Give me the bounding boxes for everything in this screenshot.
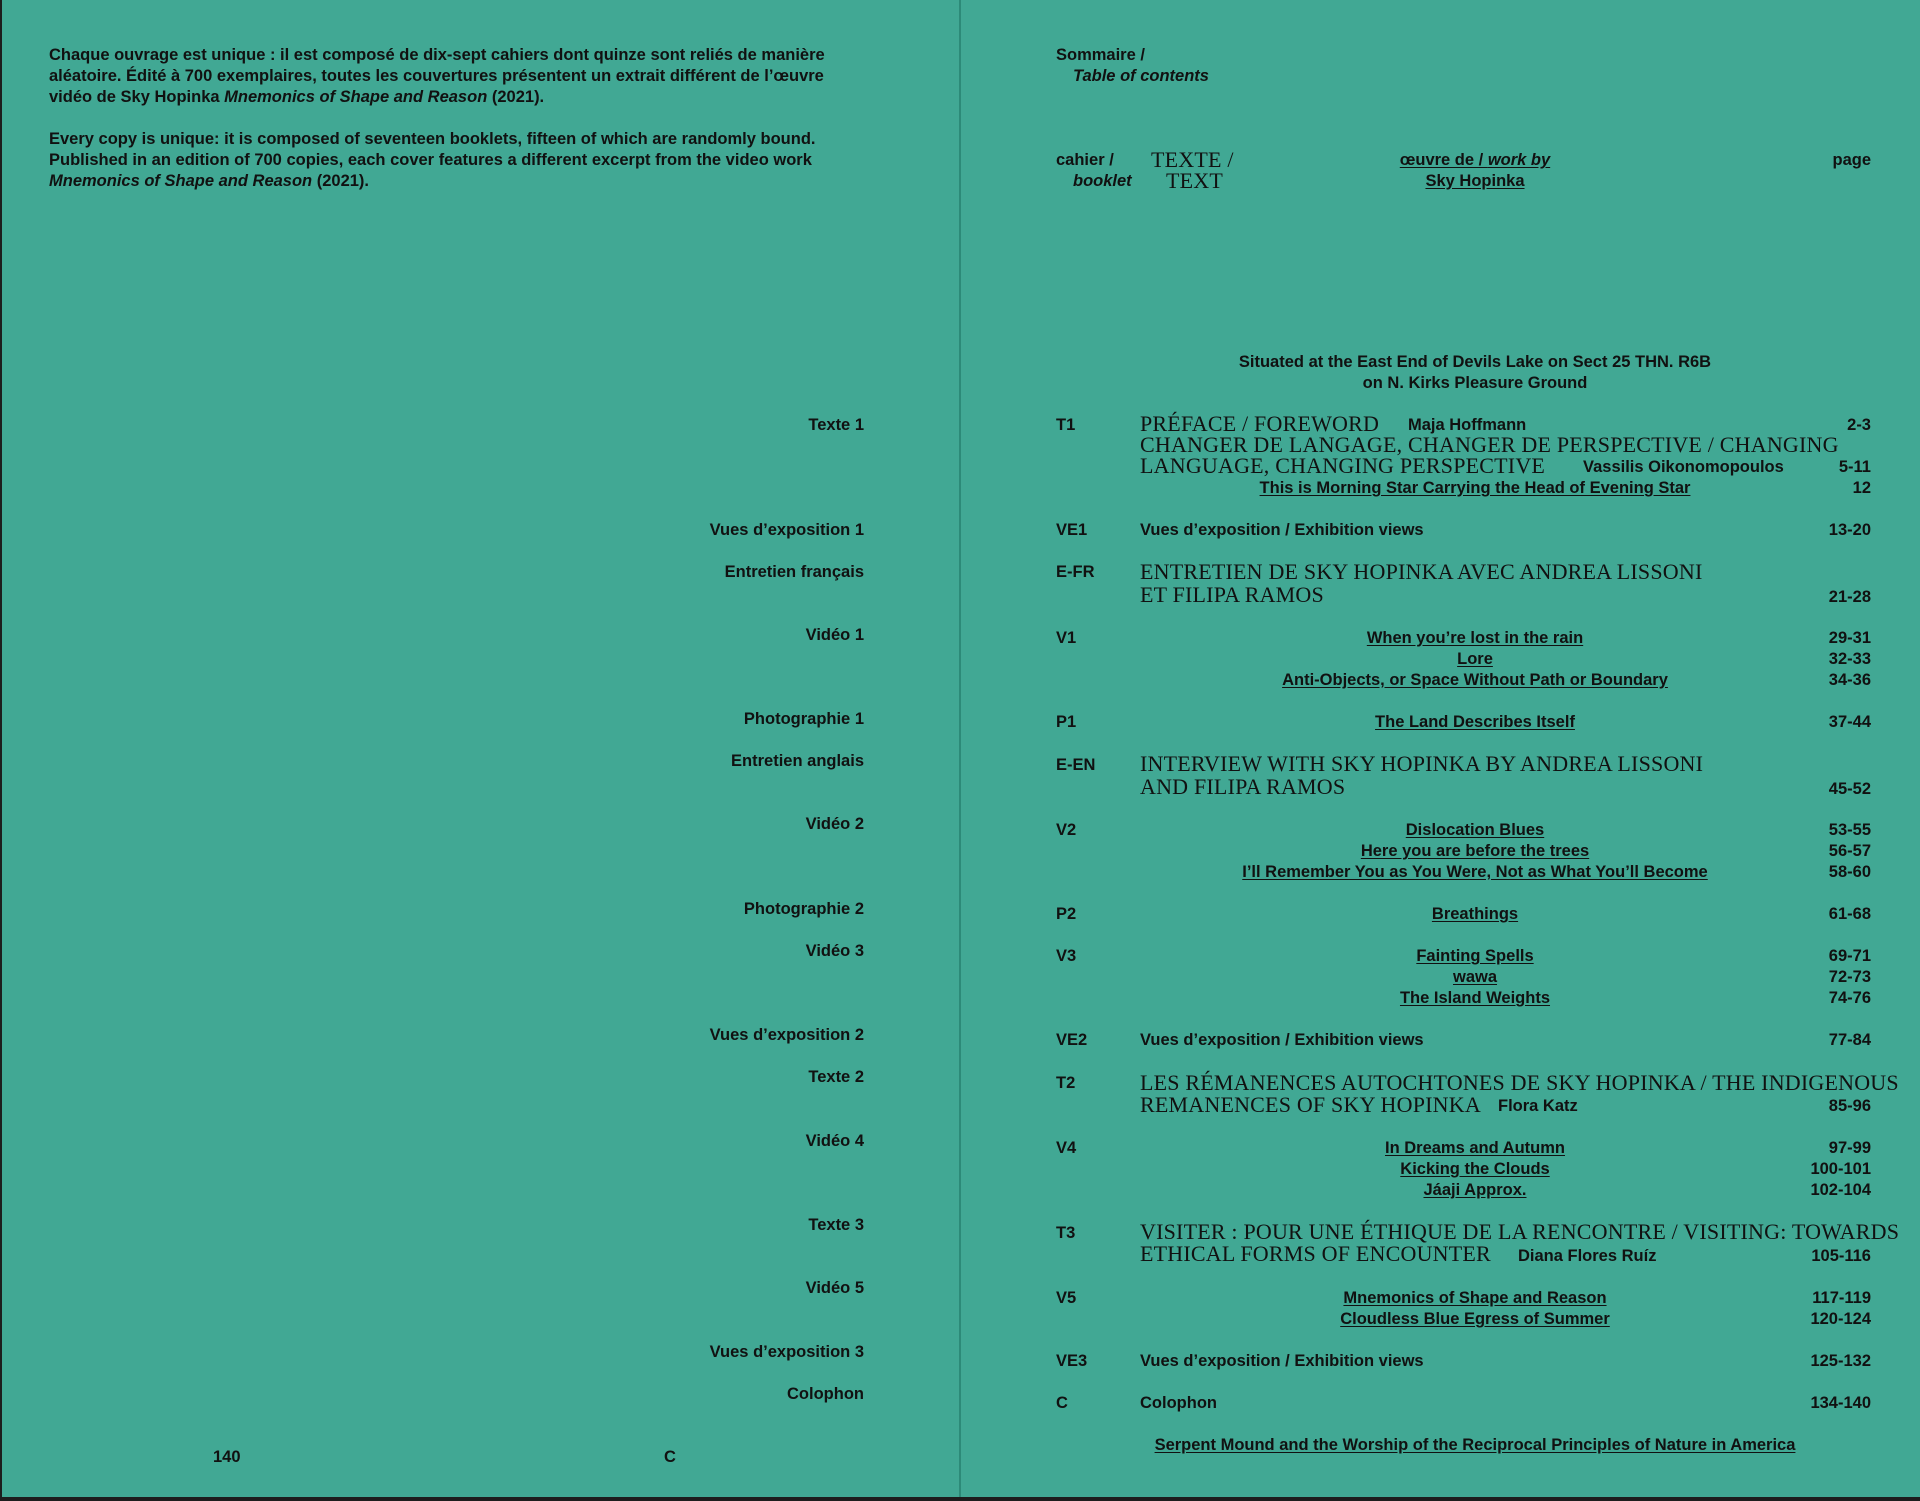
- left-label: Entretien anglais: [731, 752, 864, 770]
- entry-label: Vues d’exposition / Exhibition views: [1140, 521, 1424, 539]
- left-label: Photographie 2: [743, 900, 864, 918]
- entry-code: V5: [1056, 1289, 1077, 1307]
- page-edge-bottom: [0, 1497, 1920, 1501]
- page-range: 120-124: [1810, 1310, 1871, 1328]
- intro-text: [49, 45, 899, 213]
- intro-en-work-title: Mnemonics of Shape and Reason: [49, 172, 313, 190]
- page-range: 61-68: [1828, 905, 1871, 923]
- col-header-artist: Sky Hopinka: [1425, 172, 1525, 190]
- work-title: In Dreams and Autumn: [1385, 1139, 1565, 1157]
- page-edge-left: [0, 0, 2, 1501]
- text-title: CHANGER DE LANGAGE, CHANGER DE PERSPECTIVE / CHANGING: [1140, 432, 1839, 457]
- page-range: 13-20: [1828, 521, 1871, 539]
- page-range: 100-101: [1810, 1160, 1871, 1178]
- page-range: 72-73: [1828, 968, 1871, 986]
- work-title: Anti-Objects, or Space Without Path or Boundary: [1282, 671, 1668, 689]
- text-title: REMANENCES OF SKY HOPINKA: [1140, 1092, 1481, 1117]
- page-range: 134-140: [1810, 1394, 1871, 1412]
- toc-title-french: Sommaire /: [1056, 46, 1145, 64]
- intro-fr-line-3: vidéo de Sky Hopinka: [49, 88, 225, 106]
- left-label: Vues d’exposition 3: [709, 1343, 864, 1361]
- intro-en-year: (2021).: [312, 172, 370, 190]
- work-title: This is Morning Star Carrying the Head of Evening Star: [1259, 479, 1691, 497]
- text-title: ET FILIPA RAMOS: [1140, 582, 1324, 607]
- entry-code: P1: [1056, 713, 1077, 731]
- page-range: 2-3: [1847, 416, 1871, 434]
- col-header-texte-fr: TEXTE /: [1151, 147, 1234, 172]
- entry-code: E-EN: [1056, 756, 1096, 774]
- left-label: Vidéo 3: [805, 942, 864, 960]
- page-range: 102-104: [1810, 1181, 1871, 1199]
- left-label: Vidéo 4: [805, 1132, 864, 1150]
- intro-fr-line-2: aléatoire. Édité à 700 exemplaires, toutes les couvertures présentent un extrait différent de l’œuvre: [49, 67, 824, 85]
- left-label: Vidéo 5: [805, 1279, 864, 1297]
- text-title: PRÉFACE / FOREWORD: [1140, 411, 1380, 436]
- page-range: 12: [1852, 479, 1871, 497]
- entry-code: VE1: [1056, 521, 1088, 539]
- intro-english: [49, 129, 899, 192]
- left-label: Photographie 1: [743, 710, 864, 728]
- left-label: Colophon: [787, 1385, 864, 1403]
- entry-code: VE2: [1056, 1031, 1088, 1049]
- intro-fr-work-title: Mnemonics of Shape and Reason: [224, 88, 488, 106]
- col-header-oeuvre-fr: œuvre de /: [1399, 151, 1488, 169]
- page-range: 21-28: [1828, 588, 1871, 606]
- entry-code: V2: [1056, 821, 1077, 839]
- left-label: Vidéo 1: [805, 626, 864, 644]
- work-title: Fainting Spells: [1416, 947, 1534, 965]
- work-title: The Land Describes Itself: [1375, 713, 1575, 731]
- toc-title-english: Table of contents: [1073, 67, 1209, 85]
- work-title: Lore: [1457, 650, 1493, 668]
- left-label: Vues d’exposition 1: [709, 521, 864, 539]
- entry-code: V1: [1056, 629, 1077, 647]
- entry-code: V3: [1056, 947, 1077, 965]
- text-author: Vassilis Oikonomopoulos: [1583, 458, 1784, 476]
- page-range: 45-52: [1828, 780, 1871, 798]
- col-header-cahier: [1056, 150, 1132, 192]
- page-range: 58-60: [1828, 863, 1871, 881]
- left-label: Texte 2: [808, 1068, 864, 1086]
- entry-code: V4: [1056, 1139, 1077, 1157]
- work-title: The Island Weights: [1399, 989, 1551, 1007]
- intro-fr-line-1: Chaque ouvrage est unique : il est composé de dix-sept cahiers dont quinze sont reliés de manière: [49, 46, 825, 64]
- text-title: LANGUAGE, CHANGING PERSPECTIVE: [1140, 453, 1546, 478]
- text-author: Diana Flores Ruíz: [1518, 1247, 1657, 1265]
- work-title: wawa: [1452, 968, 1498, 986]
- page-range: 117-119: [1812, 1289, 1871, 1307]
- col-header-work-en: work by: [1487, 151, 1551, 169]
- entry-code: VE3: [1056, 1352, 1088, 1370]
- page-range: 37-44: [1828, 713, 1871, 731]
- left-label: Vues d’exposition 2: [709, 1026, 864, 1044]
- page-range: 77-84: [1828, 1031, 1871, 1049]
- opening-work-line-1: Situated at the East End of Devils Lake on Sect 25 THN. R6B: [1238, 353, 1712, 371]
- page-range: 29-31: [1828, 629, 1871, 647]
- page-range: 74-76: [1828, 989, 1871, 1007]
- work-title: Mnemonics of Shape and Reason: [1343, 1289, 1607, 1307]
- entry-label: Colophon: [1140, 1394, 1217, 1412]
- text-author: Maja Hoffmann: [1408, 416, 1527, 434]
- entry-code: T3: [1056, 1224, 1076, 1242]
- page-range: 105-116: [1811, 1247, 1871, 1265]
- work-title: Kicking the Clouds: [1400, 1160, 1550, 1178]
- gutter-fold: [959, 0, 961, 1501]
- text-title: INTERVIEW WITH SKY HOPINKA BY ANDREA LISSONI: [1140, 751, 1704, 776]
- page-range: 56-57: [1828, 842, 1871, 860]
- left-label: Texte 1: [808, 416, 864, 434]
- left-label: Vidéo 2: [805, 815, 864, 833]
- col-header-booklet-en: booklet: [1073, 172, 1132, 190]
- page-range: 34-36: [1828, 671, 1871, 689]
- opening-work-line-2: on N. Kirks Pleasure Ground: [1362, 374, 1588, 392]
- toc-heading: [1056, 45, 1209, 87]
- text-title: AND FILIPA RAMOS: [1140, 774, 1346, 799]
- text-title: LES RÉMANENCES AUTOCHTONES DE SKY HOPINKA / THE INDIGENOUS: [1140, 1070, 1899, 1095]
- work-title: When you’re lost in the rain: [1366, 629, 1584, 647]
- intro-french: [49, 45, 899, 108]
- entry-code: C: [1056, 1394, 1068, 1412]
- work-title: Here you are before the trees: [1360, 842, 1590, 860]
- entry-label: Vues d’exposition / Exhibition views: [1140, 1031, 1424, 1049]
- left-label: Entretien français: [724, 563, 864, 581]
- text-author: Flora Katz: [1498, 1097, 1578, 1115]
- left-label: Texte 3: [808, 1216, 864, 1234]
- page-number: 140: [213, 1448, 241, 1466]
- intro-fr-year: (2021).: [487, 88, 545, 106]
- page-range: 69-71: [1828, 947, 1871, 965]
- closing-work: Serpent Mound and the Worship of the Reciprocal Principles of Nature in America: [1154, 1436, 1796, 1454]
- section-marker: C: [664, 1448, 676, 1466]
- work-title: Cloudless Blue Egress of Summer: [1340, 1310, 1610, 1328]
- intro-en-line-1: Every copy is unique: it is composed of seventeen booklets, fifteen of which are randomly bound.: [49, 130, 816, 148]
- col-header-page: page: [1832, 151, 1871, 169]
- work-title: Breathings: [1431, 905, 1519, 923]
- page-range: 97-99: [1828, 1139, 1871, 1157]
- work-title: Jáaji Approx.: [1423, 1181, 1527, 1199]
- page-range: 85-96: [1828, 1097, 1871, 1115]
- entry-code: T1: [1056, 416, 1076, 434]
- col-header-cahier-fr: cahier /: [1056, 151, 1114, 169]
- page-range: 53-55: [1828, 821, 1871, 839]
- col-header-text-en: TEXT: [1166, 168, 1224, 193]
- col-header-work: [1340, 150, 1610, 192]
- entry-code: P2: [1056, 905, 1077, 923]
- work-title: Dislocation Blues: [1405, 821, 1545, 839]
- intro-en-line-2: Published in an edition of 700 copies, each cover features a different excerpt from the video work: [49, 151, 812, 169]
- col-header-text: [1151, 149, 1234, 191]
- text-title: ENTRETIEN DE SKY HOPINKA AVEC ANDREA LISSONI: [1140, 559, 1703, 584]
- page-range: 125-132: [1810, 1352, 1871, 1370]
- text-title: VISITER : POUR UNE ÉTHIQUE DE LA RENCONTRE / VISITING: TOWARDS: [1140, 1219, 1900, 1244]
- work-title: I’ll Remember You as You Were, Not as What You’ll Become: [1242, 863, 1708, 881]
- page-range: 32-33: [1828, 650, 1871, 668]
- entry-code: E-FR: [1056, 563, 1095, 581]
- page-range: 5-11: [1838, 458, 1871, 476]
- entry-label: Vues d’exposition / Exhibition views: [1140, 1352, 1424, 1370]
- entry-code: T2: [1056, 1074, 1076, 1092]
- text-title: ETHICAL FORMS OF ENCOUNTER: [1140, 1241, 1491, 1266]
